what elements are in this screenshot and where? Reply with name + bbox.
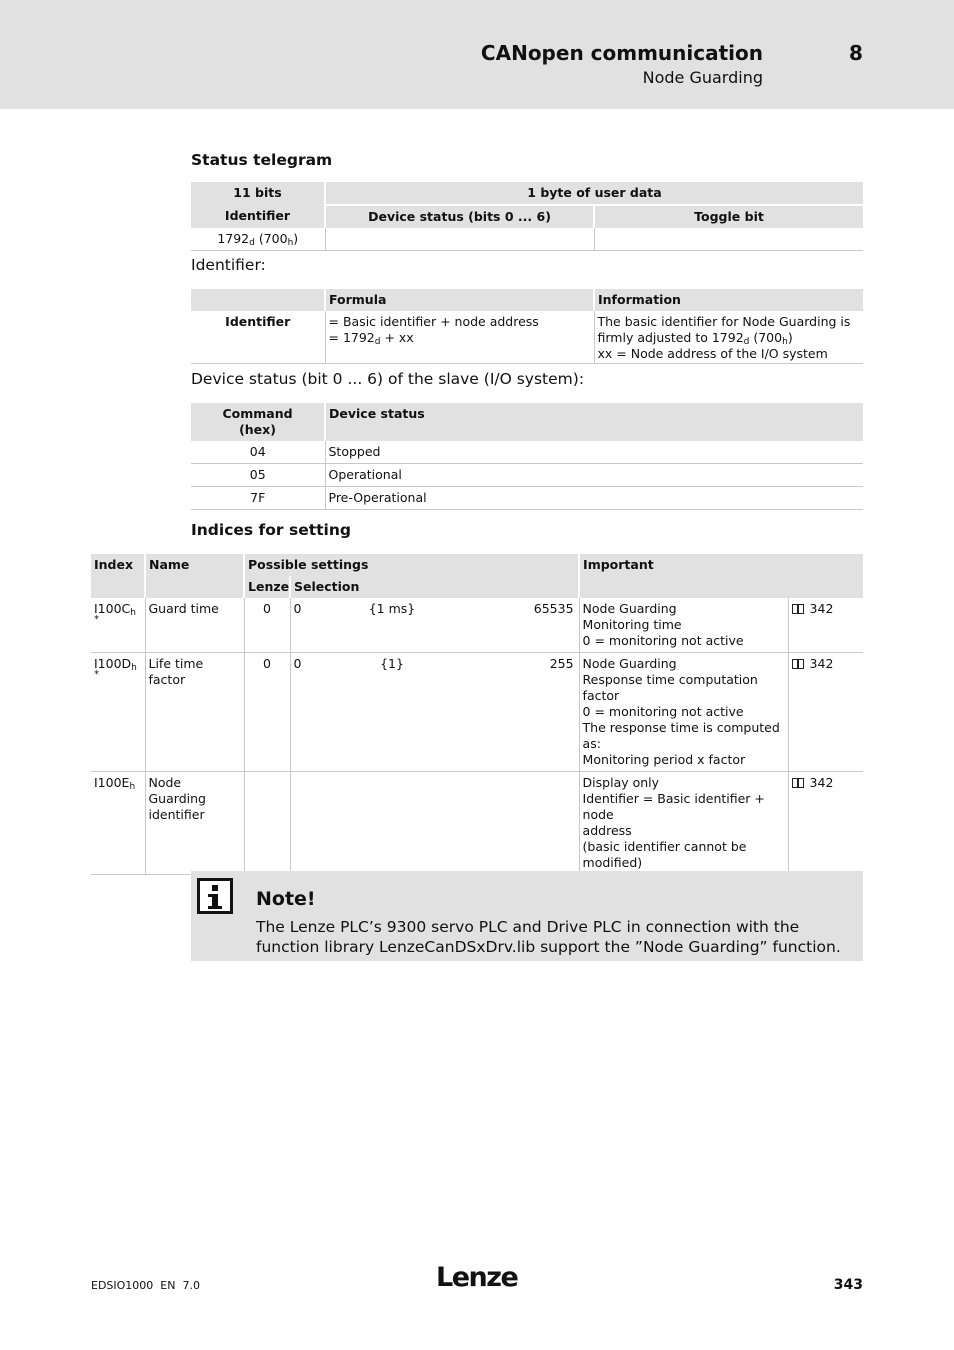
identifier-lead: Identifier: (191, 256, 266, 274)
important-line: Response time computation (582, 672, 758, 687)
selection-cell (290, 772, 579, 875)
page-number: 343 (833, 1277, 863, 1293)
info-line-2 (598, 330, 861, 346)
info-line-3: xx = Node address of the I/O system (597, 346, 828, 361)
index-code: I100D (94, 656, 132, 671)
status-cell: Pre-Operational (325, 487, 863, 510)
device-status-table (191, 403, 863, 510)
info-close: ) (787, 330, 793, 345)
table-row (191, 311, 863, 364)
important-line: 0 = monitoring not active (582, 633, 744, 648)
table-row (91, 653, 863, 772)
command-cell: 04 (191, 441, 325, 464)
name-cell: Node Guarding identifier (145, 772, 244, 875)
col-toggle-bit: Toggle bit (594, 205, 863, 228)
info-sub2: h (782, 337, 788, 347)
important-line: Identifier = Basic identifier + node (582, 791, 765, 822)
info-line-1: The basic identifier for Node Guarding is (597, 314, 851, 329)
important-cell (579, 598, 788, 653)
important-line: factor (582, 688, 620, 703)
section-subtitle: Node Guarding (642, 68, 763, 87)
user-data-label: 1 byte of user data (325, 182, 863, 205)
toggle-bit-cell (594, 228, 863, 251)
status-telegram-heading: Status telegram (191, 151, 333, 169)
formula-num: = 1792 (328, 330, 375, 345)
lenze-logo: Lenze (436, 1262, 518, 1293)
col-command-line1: Command (222, 406, 293, 421)
sel-min-cell: 0 (290, 653, 312, 772)
note-box (191, 871, 863, 961)
sel-step-cell: {1 ms} (312, 598, 472, 653)
index-star: * (94, 614, 99, 625)
col-identifier: Identifier (191, 205, 325, 228)
lenze-cell: 0 (244, 653, 290, 772)
index-cell (91, 598, 145, 653)
page-reference[interactable]: 342 (809, 775, 834, 790)
id-hex: (700 (254, 231, 288, 246)
table-row (191, 228, 863, 251)
col-important: Important (579, 554, 863, 598)
table-row (191, 182, 863, 205)
formula-cell (325, 311, 594, 364)
chapter-title: CANopen communication (480, 41, 763, 65)
identifier-table (191, 289, 863, 364)
formula-line-2 (329, 330, 591, 346)
important-line: (basic identifier cannot be (582, 839, 747, 854)
index-star: * (94, 669, 99, 680)
info-hex: (700 (749, 330, 783, 345)
page-reference[interactable]: 342 (809, 601, 834, 616)
identifier-value (191, 228, 325, 251)
col-information: Information (594, 289, 863, 311)
formula-line-1: = Basic identifier + node address (328, 314, 539, 329)
table-row (91, 598, 863, 653)
id-close: ) (293, 231, 299, 246)
index-cell (91, 772, 145, 875)
identifier-row-label: Identifier (191, 311, 325, 364)
important-cell (579, 772, 788, 875)
id-subscript: d (249, 238, 255, 248)
reference-cell[interactable] (788, 653, 863, 772)
note-title: Note! (256, 888, 316, 910)
status-telegram-table (191, 182, 863, 251)
index-subscript: h (129, 782, 136, 792)
important-line: Monitoring time (582, 617, 682, 632)
reference-cell[interactable] (788, 598, 863, 653)
index-code: I100E (94, 775, 130, 790)
table-row (191, 464, 863, 487)
note-text: The Lenze PLC’s 9300 servo PLC and Drive PLC in connection with the function library LenzeCanDSxDrv.lib support the ”Node Guarding” function. (256, 918, 841, 956)
important-cell (579, 653, 788, 772)
col-selection: Selection (290, 576, 579, 598)
device-status-lead: Device status (bit 0 ... 6) of the slave (I/O system): (191, 370, 585, 388)
info-icon (197, 878, 233, 914)
table-row (191, 205, 863, 228)
command-cell: 7F (191, 487, 325, 510)
id-hex-subscript: h (287, 238, 294, 248)
col-command-line2: (hex) (239, 422, 276, 437)
index-code: I100C (94, 601, 131, 616)
name-cell: Life time factor (145, 653, 244, 772)
id-number: 1792 (217, 231, 250, 246)
col-device-status: Device status (bits 0 ... 6) (325, 205, 594, 228)
info-sub1: d (743, 337, 750, 347)
col-device-status: Device status (325, 403, 863, 441)
lenze-cell (244, 772, 290, 875)
book-icon (792, 659, 804, 669)
sel-max-cell: 255 (472, 653, 579, 772)
table-row (191, 289, 863, 311)
reference-cell[interactable] (788, 772, 863, 875)
sel-step-cell: {1} (312, 653, 472, 772)
lenze-cell: 0 (244, 598, 290, 653)
important-line: modified) (582, 855, 643, 870)
page-header (0, 0, 954, 109)
index-subscript: h (130, 608, 136, 618)
indices-table (91, 554, 863, 875)
important-line: as: (582, 736, 601, 751)
index-subscript: h (131, 663, 137, 673)
formula-tail: + xx (380, 330, 414, 345)
book-icon (792, 604, 804, 614)
page-reference[interactable]: 342 (809, 656, 834, 671)
info-num: firmly adjusted to 1792 (597, 330, 744, 345)
empty-header (191, 289, 325, 311)
command-cell: 05 (191, 464, 325, 487)
sel-max-cell: 65535 (472, 598, 579, 653)
book-icon (792, 778, 804, 788)
table-row (191, 403, 863, 441)
important-line: address (582, 823, 632, 838)
information-cell (594, 311, 863, 364)
formula-sub: d (374, 337, 381, 347)
important-line: The response time is computed (582, 720, 780, 735)
name-cell: Guard time (145, 598, 244, 653)
important-line: Monitoring period x factor (582, 752, 746, 767)
document-id: EDSIO1000 EN 7.0 (91, 1279, 200, 1292)
important-line: Display only (582, 775, 660, 790)
col-name: Name (145, 554, 244, 598)
col-possible-settings: Possible settings (244, 554, 579, 576)
status-cell: Operational (325, 464, 863, 487)
chapter-number: 8 (849, 41, 863, 65)
table-row (191, 441, 863, 464)
important-line: Node Guarding (582, 656, 677, 671)
table-row (91, 554, 863, 576)
important-line: 0 = monitoring not active (582, 704, 744, 719)
bits-label: 11 bits (191, 182, 325, 205)
col-lenze: Lenze (244, 576, 290, 598)
sel-min-cell: 0 (290, 598, 312, 653)
index-cell (91, 653, 145, 772)
indices-heading: Indices for setting (191, 521, 351, 539)
table-row (91, 772, 863, 875)
col-index: Index (91, 554, 145, 598)
important-line: Node Guarding (582, 601, 677, 616)
table-row (191, 487, 863, 510)
status-cell: Stopped (325, 441, 863, 464)
device-status-cell (325, 228, 594, 251)
col-command (191, 403, 325, 441)
col-formula: Formula (325, 289, 594, 311)
